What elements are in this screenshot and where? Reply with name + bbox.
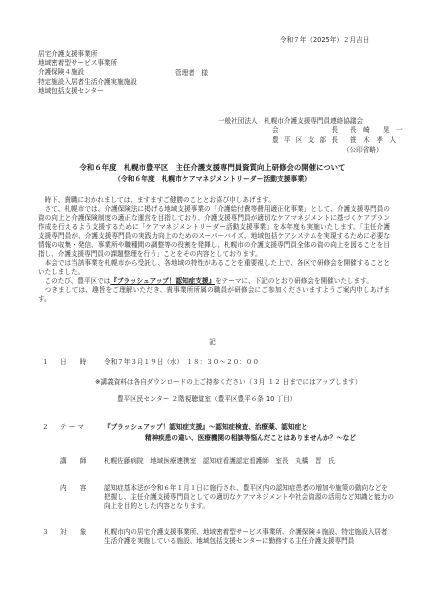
recipient-line: 地域包括支援センター bbox=[38, 86, 104, 95]
recipient-list bbox=[38, 50, 137, 96]
sender-block bbox=[218, 117, 403, 145]
recipient-line: 特定施設入居者生活介護実施施設 bbox=[38, 77, 137, 86]
theme-line: 『ブラッシュアップ！認知症支援』～認知症検査、治療薬、認知症と bbox=[104, 423, 308, 431]
seal-omitted-note: （公印省略） bbox=[343, 146, 383, 154]
item-value-target: 札幌市内の居宅介護支援事業所、地域密着型サービス事業所、介護保険４施設、特定施設入居者生活介護を実施している施設、地域包括支援センターに勤務する主任介護支援専門員 bbox=[104, 528, 388, 545]
body-paragraph: 時下、貴職におかれましては、ますますご健勝のこととお喜び申しあげます。 bbox=[44, 196, 275, 204]
item-value-lecturer: 札幌佐藤病院 地域医療連携室 認知症看護認定看護師 室長 丸橋 晋 氏 bbox=[104, 457, 335, 465]
body-paragraph bbox=[38, 277, 390, 286]
venue: 豊平区民センター ２階視聴覚室（豊平区豊平６条 10 丁目） bbox=[117, 395, 297, 403]
sender-role: 会長 bbox=[272, 126, 338, 135]
theme-line: 精神疾患の違い、医療機関の相談等悩んだことはありませんか？～など bbox=[145, 434, 356, 442]
sender-role: 豊平区支部長 bbox=[272, 135, 338, 144]
recipient-line: 介護保険４施設 bbox=[38, 68, 85, 77]
item-value-datetime: 令和７年３月１９日（水） １８：３０～２０：００ bbox=[104, 358, 259, 366]
sender-name: 笹 木 孝 人 bbox=[350, 135, 397, 144]
ki-heading: 記 bbox=[209, 338, 216, 346]
document-title: 令和６年度 札幌市豊平区 主任介護支援専門員資質向上研修会の開催について bbox=[79, 163, 346, 172]
body-paragraph: 本会では当該事業を札幌市から受託し、各地域の特性があることを重要視した上で、各区で研修会を開催することといたしました。 bbox=[38, 259, 390, 276]
body-text-span: をテーマに、下記のとおり研修会を開催いたします。 bbox=[215, 277, 373, 285]
document-subtitle: （令和６年度 札幌市ケアマネジメントリーダー活動支援事業） bbox=[114, 175, 311, 183]
item-label-content: 内 容 bbox=[60, 484, 87, 492]
item-label-theme: テ ー マ bbox=[60, 423, 84, 431]
body-paragraph: つきましては、趣旨をご理解いただき、貴事業所所属の職員が研修会にご参加くださいますようご案内申しあげます。 bbox=[38, 286, 390, 303]
item-value-content: 認知症基本法が令和６年１月１日に施行され、豊平区内の認知症患者の増加や施策の動向などを把握し、主任介護支援専門員としての適切なケアマネジメントや社会資源の活用など知識と能力の向上を目的とした内容となります。 bbox=[104, 484, 394, 510]
issue-date: 令和７年（2025年）２月吉日 bbox=[280, 36, 370, 44]
item-label-lecturer: 講 師 bbox=[60, 457, 87, 465]
item-number: ３ bbox=[42, 528, 49, 536]
theme-emphasis: 『ブラッシュアップ！認知症支援』 bbox=[110, 277, 216, 285]
recipient-line: 地域密着型サービス事業所 bbox=[38, 59, 118, 68]
item-number: ２ bbox=[42, 423, 49, 431]
body-paragraph: さて、札幌市では、介護保険法に掲げる地域支援事業の「介護給付費等費用適正化事業」として、介護支援専門員の資の向上と介護保険制度の適正な運営を目指しており、介護支援専門員が適切なケアマネジメントに基づくケアプラン作成を行えるよう支援するために「ケアマネジメントリーダー活動支援事業」を本年度も実施いたします。「主任介護支援専門員が、介護支援専門員の実践力向上のためのスーパーバイズ、地域包括ケアシステムを実現するために必要な情報の収集・発信、事業所や職種間の調整等の役割を発揮し、札幌市の介護支援専門員全体の資の向上を図ることを目指し、介護支援専門員の課題整理を行う」ことをその内容としております。 bbox=[38, 205, 390, 258]
body-text-span: このたび、豊平区では bbox=[44, 277, 111, 285]
recipient-honorific: 管理者 様 bbox=[175, 69, 208, 77]
body-text bbox=[38, 196, 390, 304]
item-label-target: 対 象 bbox=[60, 528, 87, 536]
recipient-line: 居宅介護支援事業所 bbox=[38, 50, 98, 58]
item-label-datetime: 日 時 bbox=[60, 358, 87, 366]
sender-org: 一般社団法人 札幌市介護支援専門員連絡協議会 bbox=[218, 117, 364, 125]
item-number: １ bbox=[42, 358, 49, 366]
material-note: ※講義資料は各自ダウンロードの上ご持参ください（３月 １２ 日までにはアップします） bbox=[95, 378, 362, 386]
sender-name: 長 崎 晃 一 bbox=[350, 126, 403, 135]
